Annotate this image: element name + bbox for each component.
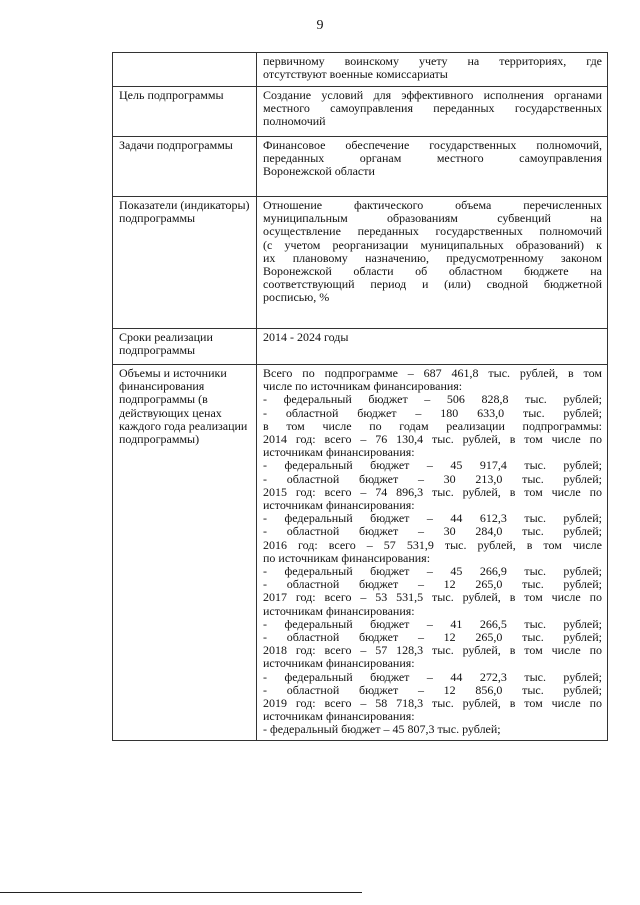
value-line: - федеральный бюджет – 45 807,3 тыс. рублей; bbox=[263, 722, 501, 737]
value-line: Воронежской области об областном бюджете на bbox=[263, 264, 602, 279]
value-line: 2018 год: всего – 57 128,3 тыс. рублей, в том числе по bbox=[263, 643, 602, 658]
row-label bbox=[113, 329, 257, 365]
value-line: 2016 год: всего – 57 531,9 тыс. рублей, в том числе bbox=[263, 537, 602, 552]
table-row bbox=[113, 365, 608, 741]
subprogram-passport-table bbox=[112, 52, 608, 741]
value-line: 2014 год: всего – 76 130,4 тыс. рублей, в том числе по bbox=[263, 432, 602, 447]
value-line: их плановому назначению, предусмотренному законом bbox=[263, 250, 602, 265]
row-label-text: Объемы и источники финансирования подпрограммы (в действующих ценах каждого года реализации подпрограммы) bbox=[119, 366, 248, 447]
value-line: источникам финансирования: bbox=[263, 498, 415, 513]
table-row bbox=[113, 329, 608, 365]
value-line: (с учетом реорганизации муниципальных образований) к bbox=[263, 237, 602, 252]
value-line: переданных органам местного самоуправления bbox=[263, 151, 602, 166]
row-label-text: Задачи подпрограммы bbox=[119, 138, 233, 152]
row-value bbox=[257, 365, 608, 741]
value-line: - областной бюджет – 30 213,0 тыс. рублей; bbox=[263, 471, 602, 486]
value-line: - федеральный бюджет – 45 266,9 тыс. рублей; bbox=[263, 564, 602, 579]
value-line: - областной бюджет – 12 856,0 тыс. рублей; bbox=[263, 682, 602, 697]
value-line: - федеральный бюджет – 44 612,3 тыс. рублей; bbox=[263, 511, 602, 526]
row-value bbox=[257, 87, 608, 137]
row-label-text: Показатели (индикаторы) подпрограммы bbox=[119, 198, 250, 226]
value-line: - областной бюджет – 12 265,0 тыс. рублей; bbox=[263, 577, 602, 592]
value-line: - федеральный бюджет – 506 828,8 тыс. рублей; bbox=[263, 392, 602, 407]
row-label-text: Цель подпрограммы bbox=[119, 88, 224, 102]
row-label bbox=[113, 87, 257, 137]
value-line: местного самоуправления переданных государственных bbox=[263, 101, 602, 116]
passport-table-body bbox=[113, 53, 608, 741]
row-label bbox=[113, 197, 257, 329]
row-label bbox=[113, 53, 257, 87]
value-line: Отношение фактического объема перечисленных bbox=[263, 198, 602, 212]
value-line: осуществление переданных государственных полномочий bbox=[263, 224, 602, 239]
value-line: - областной бюджет – 12 265,0 тыс. рублей; bbox=[263, 630, 602, 645]
value-line: - федеральный бюджет – 45 917,4 тыс. рублей; bbox=[263, 458, 602, 473]
value-line: росписью, % bbox=[263, 290, 330, 305]
value-line: в том числе по годам реализации подпрограммы: bbox=[263, 418, 602, 433]
value-line: Финансовое обеспечение государственных полномочий, bbox=[263, 138, 602, 152]
value-line: отсутствуют военные комиссариаты bbox=[263, 67, 448, 82]
row-value bbox=[257, 329, 608, 365]
value-line: 2019 год: всего – 58 718,3 тыс. рублей, в том числе по bbox=[263, 696, 602, 711]
table-row bbox=[113, 197, 608, 329]
value-line: по источникам финансирования: bbox=[263, 550, 431, 565]
value-line: муниципальным образованиям субвенций на bbox=[263, 211, 602, 226]
value-line: - федеральный бюджет – 41 266,5 тыс. рублей; bbox=[263, 616, 602, 631]
footer-divider bbox=[0, 892, 362, 893]
value-line: Создание условий для эффективного исполнения органами bbox=[263, 88, 602, 102]
row-label-text: Сроки реализации подпрограммы bbox=[119, 330, 213, 358]
row-value bbox=[257, 137, 608, 197]
value-line: 2017 год: всего – 53 531,5 тыс. рублей, в том числе по bbox=[263, 590, 602, 605]
value-line: числе по источникам финансирования: bbox=[263, 379, 463, 394]
value-line: первичному воинскому учету на территориях, где bbox=[263, 54, 602, 68]
value-line: соответствующий период и (или) сводной бюджетной bbox=[263, 277, 602, 292]
value-line: 2014 - 2024 годы bbox=[263, 330, 349, 344]
value-line: - федеральный бюджет – 44 272,3 тыс. рублей; bbox=[263, 669, 602, 684]
value-line: 2015 год: всего – 74 896,3 тыс. рублей, в том числе по bbox=[263, 484, 602, 499]
table-row bbox=[113, 53, 608, 87]
value-line: - областной бюджет – 30 284,0 тыс. рублей; bbox=[263, 524, 602, 539]
row-label bbox=[113, 365, 257, 741]
value-line: - областной бюджет – 180 633,0 тыс. рублей; bbox=[263, 405, 602, 420]
page-number: 9 bbox=[316, 18, 324, 33]
value-line: источникам финансирования: bbox=[263, 445, 415, 460]
table-row bbox=[113, 137, 608, 197]
value-line: полномочий bbox=[263, 114, 326, 129]
row-label bbox=[113, 137, 257, 197]
value-line: Всего по подпрограмме – 687 461,8 тыс. рублей, в том bbox=[263, 366, 602, 380]
value-line: источникам финансирования: bbox=[263, 656, 415, 671]
value-line: источникам финансирования: bbox=[263, 603, 415, 618]
table-row bbox=[113, 87, 608, 137]
row-value bbox=[257, 197, 608, 329]
value-line: Воронежской области bbox=[263, 164, 375, 179]
value-line: источникам финансирования: bbox=[263, 709, 415, 724]
row-value bbox=[257, 53, 608, 87]
